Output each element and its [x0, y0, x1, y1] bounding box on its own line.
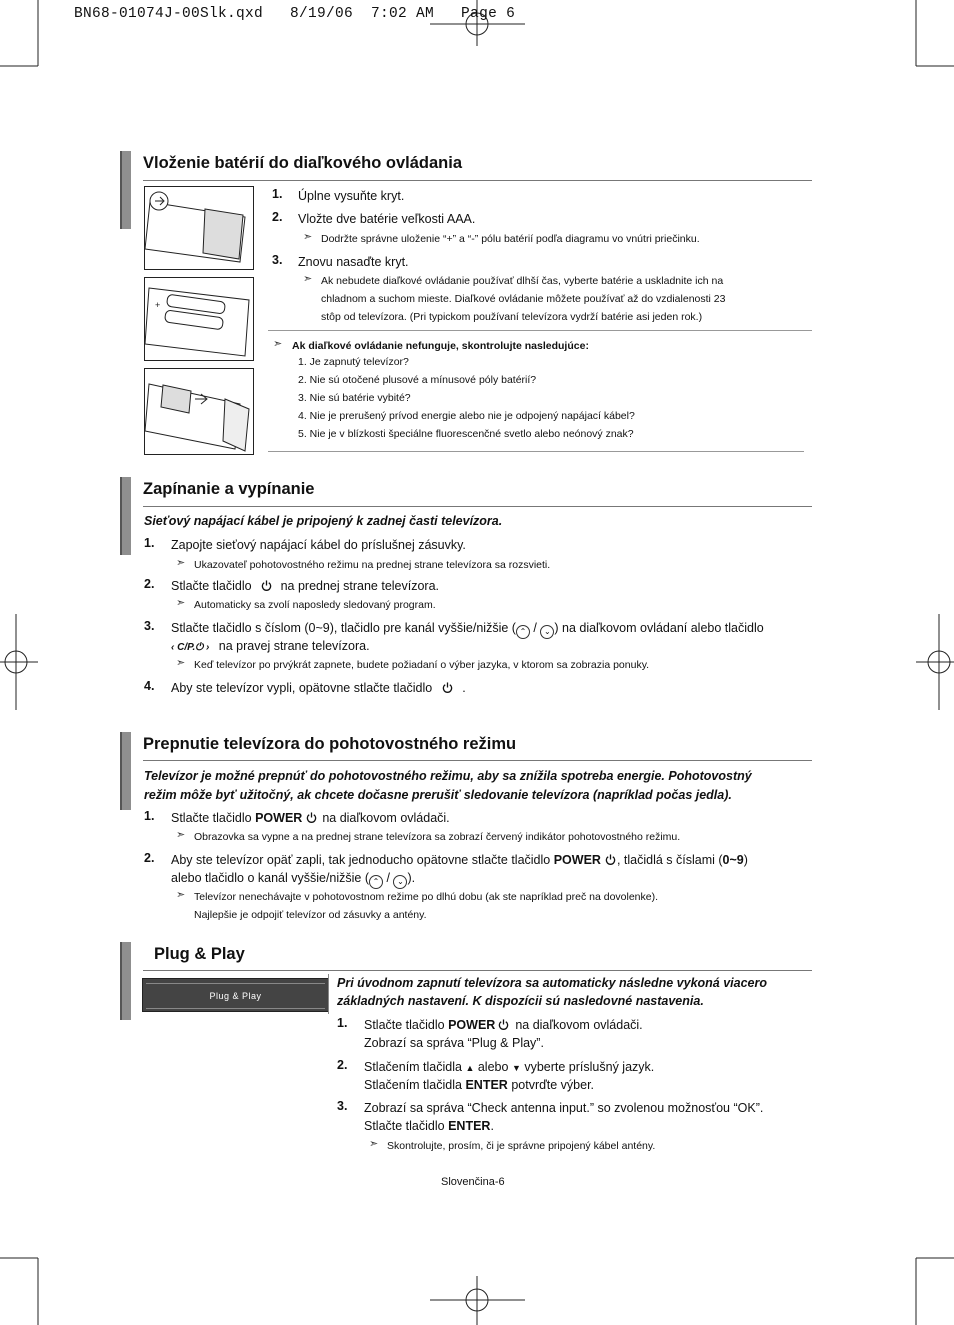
- section-intro: základných nastavení. K dispozícii sú nasledovné nastavenia.: [337, 994, 704, 1008]
- power-icon: [261, 580, 272, 591]
- step-text: Stlačením tlačidla ▲ alebo ▼ vyberte príslušný jazyk.: [364, 1060, 655, 1074]
- checklist-item: 5. Nie je v blízkosti špeciálne fluorescenčné svetlo alebo neónový znak?: [298, 428, 634, 440]
- remote-close-image: [144, 368, 254, 455]
- step-text: Stlačte tlačidlo s číslom (0~9), tlačidlo pre kanál vyššie/nižšie ( ⌃ / ⌄ ) na diaľkovom ovládaní alebo tlačidlo: [171, 619, 764, 639]
- divider: [143, 760, 812, 761]
- step-number: 2.: [272, 210, 283, 224]
- note-text: Televízor nenechávajte v pohotovostnom režime po dlhú dobu (ak ste napríklad preč na dovolenke).: [194, 891, 659, 903]
- note-arrow-icon: ➣: [273, 338, 283, 350]
- step-number: 1.: [272, 187, 283, 201]
- note-text: Skontrolujte, prosím, či je správne pripojený kábel antény.: [387, 1140, 656, 1152]
- checklist-item: 4. Nie je prerušený prívod energie alebo nie je odpojený napájací kábel?: [298, 410, 635, 422]
- step-number: 2.: [144, 577, 155, 591]
- step-number: 3.: [272, 253, 283, 267]
- section-intro: Pri úvodnom zapnutí televízora sa automaticky následne vykoná viacero: [337, 976, 768, 990]
- section-title-standby: Prepnutie televízora do pohotovostného režimu: [143, 735, 517, 753]
- section-bar: [120, 732, 131, 810]
- step-text: Stlačte tlačidlo POWER na diaľkovom ovládači.: [171, 811, 450, 825]
- section-title-plug-play: Plug & Play: [154, 945, 245, 963]
- remote-cover-image: [144, 186, 254, 270]
- print-header: BN68-01074J-00Slk.qxd 8/19/06 7:02 AM Page 6: [74, 6, 516, 22]
- step-text: Aby ste televízor opäť zapli, tak jednoducho opätovne stlačte tlačidlo POWER , tlačidlá s číslami (0~9): [171, 853, 748, 867]
- note-text: Ukazovateľ pohotovostného režimu na prednej strane televízora sa rozsvieti.: [194, 559, 551, 571]
- step-text: Zapojte sieťový napájací kábel do príslušnej zásuvky.: [171, 538, 466, 552]
- channel-up-icon: ⌃: [369, 875, 383, 889]
- divider: [328, 974, 329, 1014]
- section-bar: [120, 477, 131, 555]
- channel-down-icon: ⌄: [393, 875, 407, 889]
- divider: [143, 180, 812, 181]
- svg-text:+: +: [155, 300, 161, 310]
- step-number: 2.: [144, 851, 155, 865]
- step-number: 2.: [337, 1058, 348, 1072]
- down-arrow-icon: ▼: [511, 1063, 521, 1073]
- note-arrow-icon: ➣: [176, 557, 186, 569]
- power-icon: [605, 854, 616, 865]
- note-text: Keď televízor po prvýkrát zapnete, budete požiadaní o výber jazyka, v ktorom sa zobrazia ponuky.: [194, 659, 650, 671]
- section-bar: [120, 151, 131, 229]
- note-arrow-icon: ➣: [176, 657, 186, 669]
- step-text: Znovu nasaďte kryt.: [298, 255, 409, 269]
- divider: [268, 451, 804, 452]
- note-arrow-icon: ➣: [303, 273, 313, 285]
- power-icon: [442, 682, 453, 693]
- remote-batteries-image: [144, 277, 254, 361]
- page-footer: Slovenčina-6: [441, 1176, 505, 1188]
- checklist-title: Ak diaľkové ovládanie nefunguje, skontrolujte nasledujúce:: [292, 340, 589, 352]
- step-text: Vložte dve batérie veľkosti AAA.: [298, 212, 476, 226]
- note-arrow-icon: ➣: [176, 889, 186, 901]
- note-text: Najlepšie je odpojiť televízor od zásuvky a antény.: [194, 909, 427, 921]
- checklist-item: 2. Nie sú otočené plusové a mínusové póly batérií?: [298, 374, 537, 386]
- channel-down-icon: ⌄: [540, 625, 554, 639]
- note-text: Ak nebudete diaľkové ovládanie používať dlhší čas, vyberte batérie a uskladnite ich na: [321, 275, 724, 287]
- note-text: Obrazovka sa vypne a na prednej strane televízora sa zobrazí červený indikátor pohotovostného režimu.: [194, 831, 681, 843]
- step-text: Stlačte tlačidlo POWER na diaľkovom ovládači.: [364, 1018, 643, 1032]
- divider: [143, 506, 812, 507]
- note-text: Automaticky sa zvolí naposledy sledovaný program.: [194, 599, 436, 611]
- section-intro: Televízor je možné prepnúť do pohotovostného režimu, aby sa znížila spotreba energie. Pohotovostný: [144, 769, 752, 783]
- note-text: chladnom a suchom mieste. Diaľkové ovládanie môžete používať až do vzdialenosti 23: [321, 293, 726, 305]
- checklist-item: 3. Nie sú batérie vybité?: [298, 392, 411, 404]
- power-icon: [306, 812, 317, 823]
- up-arrow-icon: ▲: [465, 1063, 475, 1073]
- step-text: Aby ste televízor vypli, opätovne stlačte tlačidlo .: [171, 681, 466, 695]
- channel-up-icon: ⌃: [516, 625, 530, 639]
- step-text: Stlačte tlačidlo na prednej strane televízora.: [171, 579, 440, 593]
- step-text: Stlačením tlačidla ENTER potvrďte výber.: [364, 1078, 595, 1092]
- step-text: Zobrazí sa správa “Plug & Play”.: [364, 1036, 544, 1050]
- divider: [143, 970, 812, 971]
- section-title-power: Zapínanie a vypínanie: [143, 480, 315, 498]
- note-text: Dodržte správne uloženie “+” a “-” pólu batérií podľa diagramu vo vnútri priečinku.: [321, 233, 700, 245]
- step-text: Úplne vysuňte kryt.: [298, 189, 405, 203]
- step-text: alebo tlačidlo o kanál vyššie/nižšie ( ⌃ / ⌄ ).: [171, 869, 415, 889]
- power-icon: [498, 1019, 509, 1030]
- checklist-item: 1. Je zapnutý televízor?: [298, 356, 409, 368]
- step-number: 4.: [144, 679, 155, 693]
- step-number: 1.: [144, 809, 155, 823]
- divider: [268, 330, 812, 331]
- step-number: 1.: [144, 536, 155, 550]
- note-text: stôp od televízora. (Pri typickom používaní televízora vydrží batérie asi jeden rok.): [321, 311, 703, 323]
- step-text: Zobrazí sa správa “Check antenna input.” so zvolenou možnosťou “OK”.: [364, 1101, 764, 1115]
- cp-button-icon: ‹ C/P.⏻ ›: [171, 642, 210, 653]
- step-number: 3.: [337, 1099, 348, 1113]
- section-bar: [120, 942, 131, 1020]
- plug-play-osd: Plug & Play: [142, 978, 329, 1012]
- note-arrow-icon: ➣: [303, 231, 313, 243]
- note-arrow-icon: ➣: [176, 829, 186, 841]
- note-arrow-icon: ➣: [369, 1138, 379, 1150]
- step-number: 1.: [337, 1016, 348, 1030]
- step-text: Stlačte tlačidlo ENTER.: [364, 1119, 494, 1133]
- step-number: 3.: [144, 619, 155, 633]
- step-text: ‹ C/P.⏻ › na pravej strane televízora.: [171, 639, 370, 653]
- section-intro: Sieťový napájací kábel je pripojený k zadnej časti televízora.: [144, 514, 503, 528]
- section-title-batteries: Vloženie batérií do diaľkového ovládania: [143, 154, 463, 172]
- note-arrow-icon: ➣: [176, 597, 186, 609]
- section-intro: režim môže byť užitočný, ak chcete dočasne prerušiť sledovanie televízora (napríklad počas jedla).: [144, 788, 732, 802]
